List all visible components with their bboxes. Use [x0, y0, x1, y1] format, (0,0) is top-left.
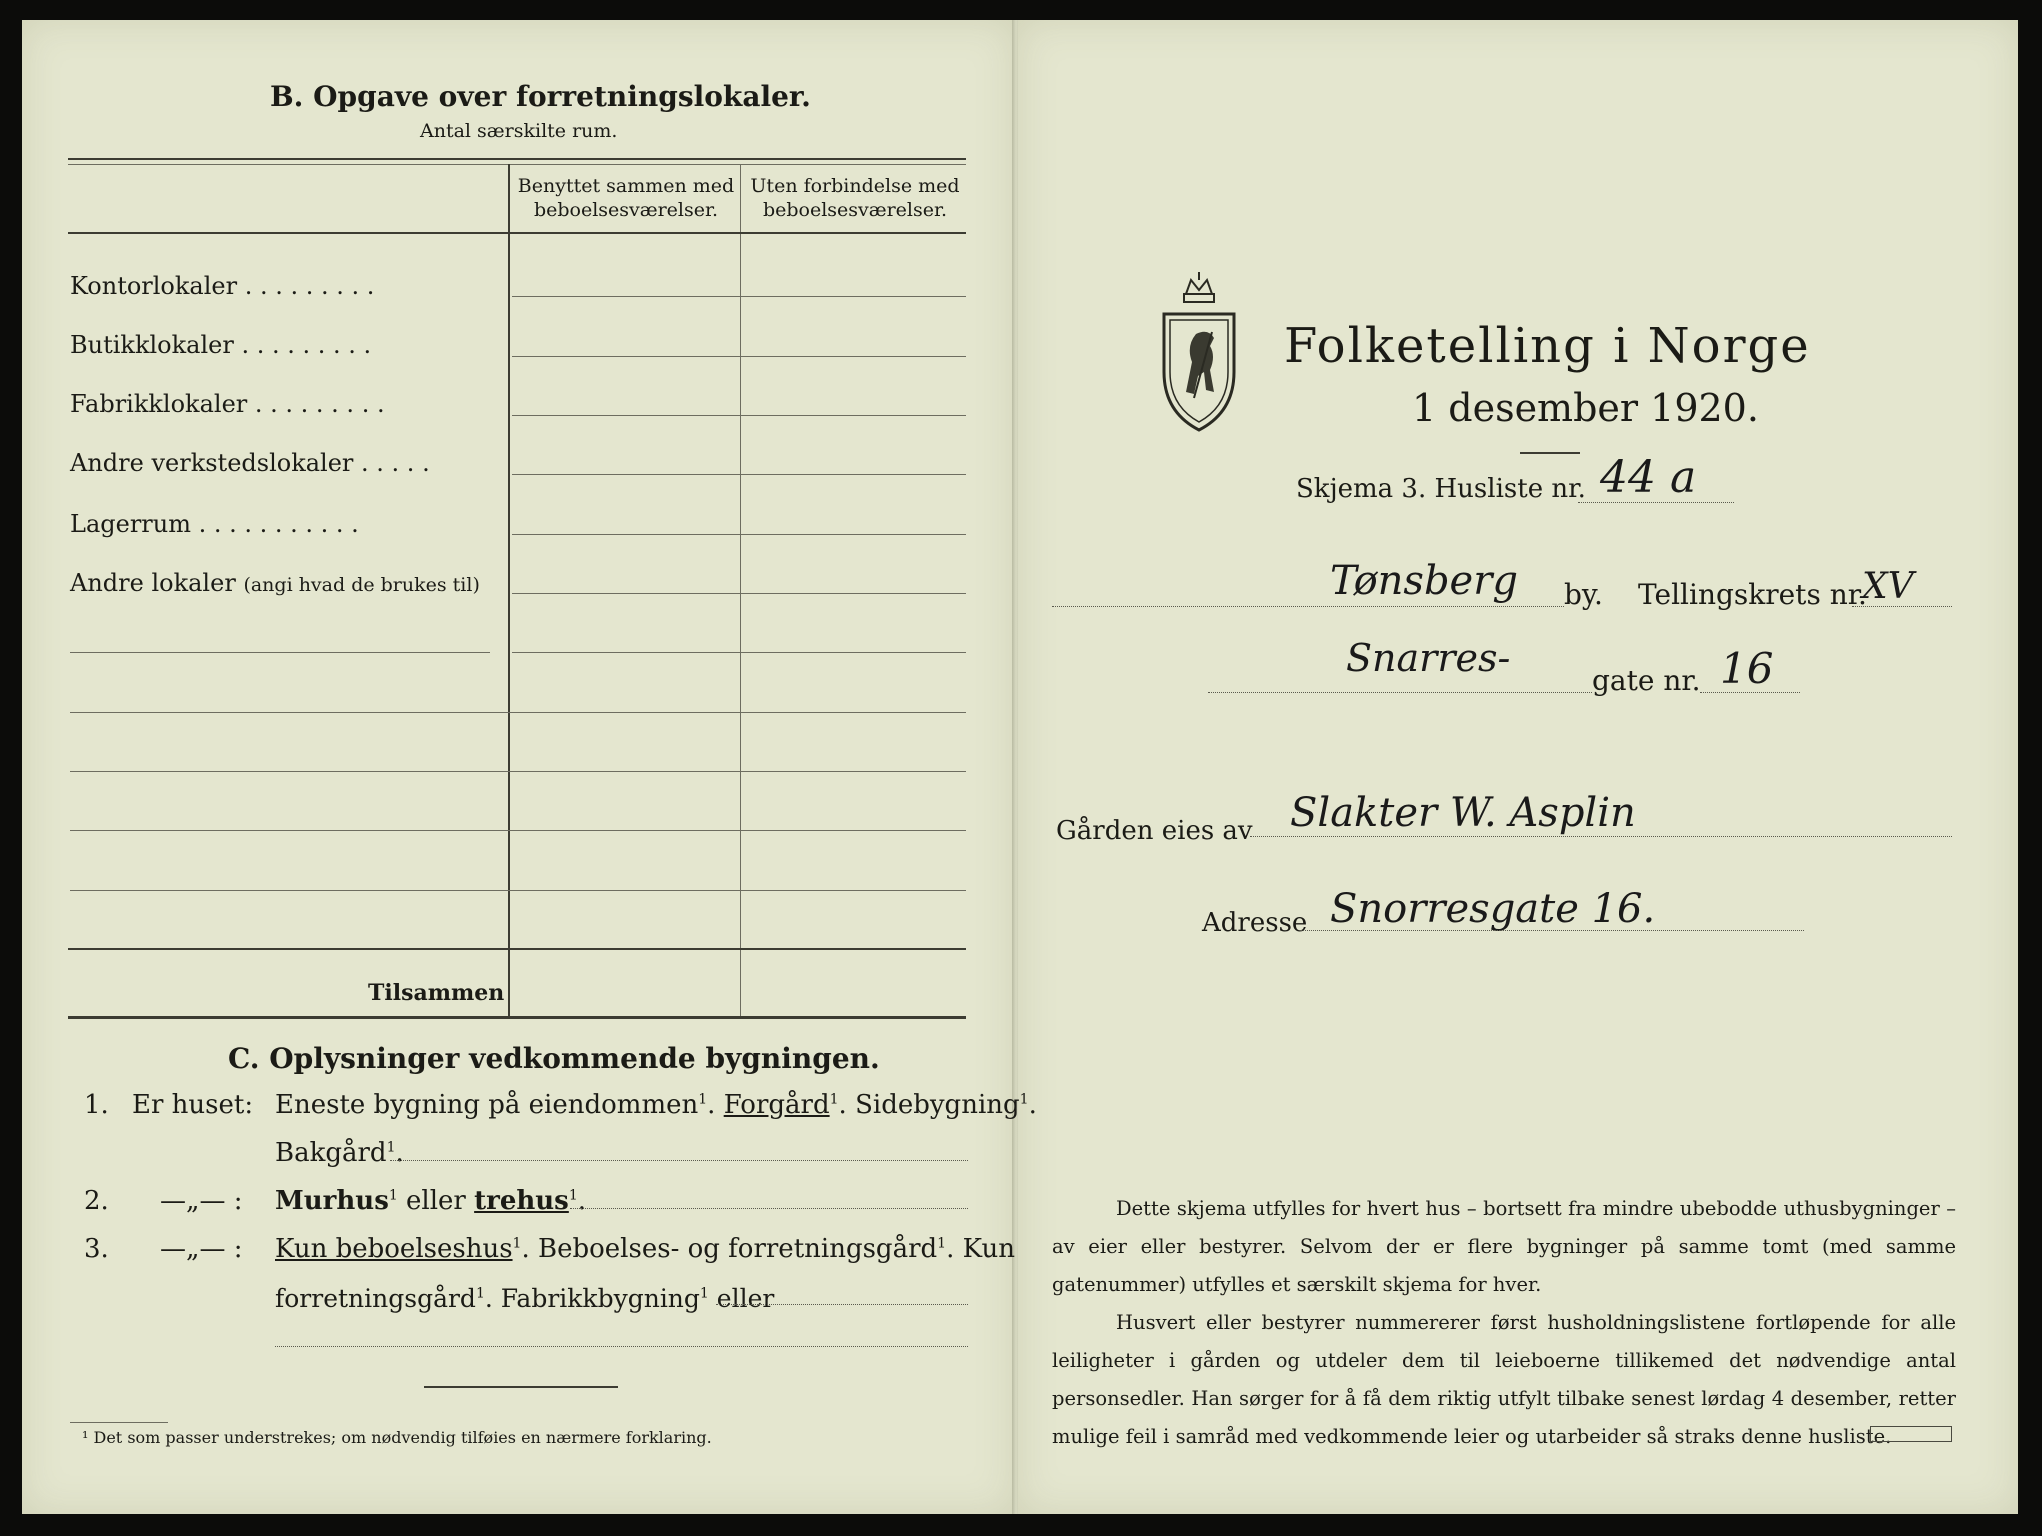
option-fabrikkbygning: Fabrikkbygning	[500, 1284, 700, 1313]
instructions-paragraph-2: Husvert eller bestyrer nummererer først husholdningslistene fortløpende for alle leiligheter i gården og utdeler dem til leieboerne tillikemed det nødvendige antal personsedler. Han sørger for å få dem riktig utfylt tilbake senest lørdag 4 desember, retter mulige feil i samråd med vedkommende leier og utarbeider så straks denne husliste.	[1052, 1311, 1956, 1448]
col-divider-1	[508, 164, 510, 1016]
by-label: by.	[1564, 578, 1603, 611]
item3-options-line2: forretningsgård$^1$. Fabrikkbygning$^1$ eller	[275, 1284, 775, 1313]
andre-lokaler-note: (angi hvad de brukes til)	[243, 574, 480, 596]
total-top-rule	[68, 948, 966, 950]
eies-label: Gården eies av	[1056, 816, 1253, 846]
option-sidebygning: Sidebygning	[855, 1090, 1020, 1120]
eier-value[interactable]: Slakter W. Asplin	[1290, 790, 1636, 836]
tellingskrets-nr-value[interactable]: XV	[1862, 566, 1914, 607]
option-murhus: Murhus	[275, 1186, 389, 1216]
option-trehus-underlined: trehus	[474, 1186, 569, 1216]
item2-options: Murhus$^1$ eller trehus$^1$.	[275, 1186, 587, 1216]
col2-header: Uten forbindelse med beboelsesværelser.	[750, 175, 960, 221]
table-top-rule	[68, 158, 966, 160]
row-andre-verksted: Andre verkstedslokaler . . . . .	[70, 449, 430, 477]
husliste-nr-value[interactable]: 44 a	[1600, 452, 1697, 503]
option-forretningsgard: forretningsgård	[275, 1284, 476, 1313]
col1-header: Benyttet sammen med beboelsesværelser.	[517, 175, 735, 221]
row-butikklokaler: Butikklokaler . . . . . . . . .	[70, 331, 372, 359]
tellingskrets-label: Tellingskrets nr.	[1638, 578, 1867, 611]
item2-label: —„— :	[160, 1186, 243, 1216]
footnote-rule	[70, 1422, 168, 1423]
date-rule	[1520, 452, 1580, 454]
item1-label: Er huset:	[132, 1090, 254, 1120]
gate-nr-value[interactable]: 16	[1720, 644, 1774, 693]
row-andre-lokaler	[70, 569, 480, 597]
andre-lokaler-label: Andre lokaler	[70, 569, 236, 597]
total-bottom-rule	[68, 1016, 966, 1019]
item3-options-line1: Kun beboelseshus$^1$. Beboelses- og forretningsgård$^1$. Kun	[275, 1234, 1015, 1264]
option-kun: Kun	[962, 1234, 1015, 1264]
item1-num: 1.	[84, 1090, 109, 1120]
item1-options: Eneste bygning på eiendommen$^1$. Forgård$^1$. Sidebygning$^1$.	[275, 1090, 1037, 1120]
norwegian-coat-of-arms-icon	[1158, 272, 1240, 432]
option-beboelses-forretning: Beboelses- og forretningsgård	[538, 1234, 938, 1264]
item3-eller: eller	[716, 1284, 775, 1313]
option-forgard-underlined: Forgård	[723, 1090, 830, 1120]
section-c-title: C. Oplysninger vedkommende bygningen.	[228, 1042, 880, 1075]
item2-eller: eller	[406, 1186, 466, 1216]
gate-value[interactable]: Snarres-	[1346, 636, 1511, 680]
skjema-label: Skjema 3. Husliste nr.	[1296, 474, 1586, 504]
item3-label: —„— :	[160, 1234, 243, 1264]
item2-num: 2.	[84, 1186, 109, 1216]
gate-label: gate nr.	[1592, 664, 1701, 697]
total-label: Tilsammen	[368, 980, 505, 1006]
by-value[interactable]: Tønsberg	[1330, 558, 1518, 604]
row-fabrikklokaler: Fabrikklokaler . . . . . . . . .	[70, 390, 385, 418]
table-top-rule-2	[68, 164, 966, 165]
row-lagerrum: Lagerrum . . . . . . . . . . .	[70, 510, 359, 538]
section-b-title: B. Opgave over forretningslokaler.	[270, 80, 811, 113]
footnote: ¹ Det som passer understrekes; om nødvendig tilføies en nærmere forklaring.	[82, 1428, 712, 1447]
row-kontorlokaler: Kontorlokaler . . . . . . . . .	[70, 272, 375, 300]
option-bakgard: Bakgård$^1$.	[275, 1138, 404, 1168]
form-title: Folketelling i Norge	[1284, 318, 1811, 374]
option-eneste: Eneste bygning på eiendommen	[275, 1090, 699, 1120]
option-bakgard-label: Bakgård	[275, 1138, 387, 1168]
form-date: 1 desember 1920.	[1412, 386, 1759, 430]
section-b-subtitle: Antal særskilte rum.	[420, 120, 618, 142]
col-divider-2	[740, 164, 741, 1016]
header-bottom-rule	[68, 232, 966, 234]
adresse-label: Adresse	[1202, 908, 1308, 938]
instructions-paragraph-1: Dette skjema utfylles for hvert hus – bortsett fra mindre ubebodde uthusbygninger – av eier eller bestyrer. Selvom der er flere bygninger på samme tomt (med samme gatenummer) utfylles et særskilt skjema for hver.	[1052, 1197, 1956, 1296]
option-kun-beboelseshus-underlined: Kun beboelseshus	[275, 1234, 513, 1264]
adresse-value[interactable]: Snorresgate 16.	[1330, 886, 1656, 932]
item3-num: 3.	[84, 1234, 109, 1264]
printer-mark	[1870, 1426, 1952, 1442]
section-c-end-rule	[424, 1386, 618, 1388]
